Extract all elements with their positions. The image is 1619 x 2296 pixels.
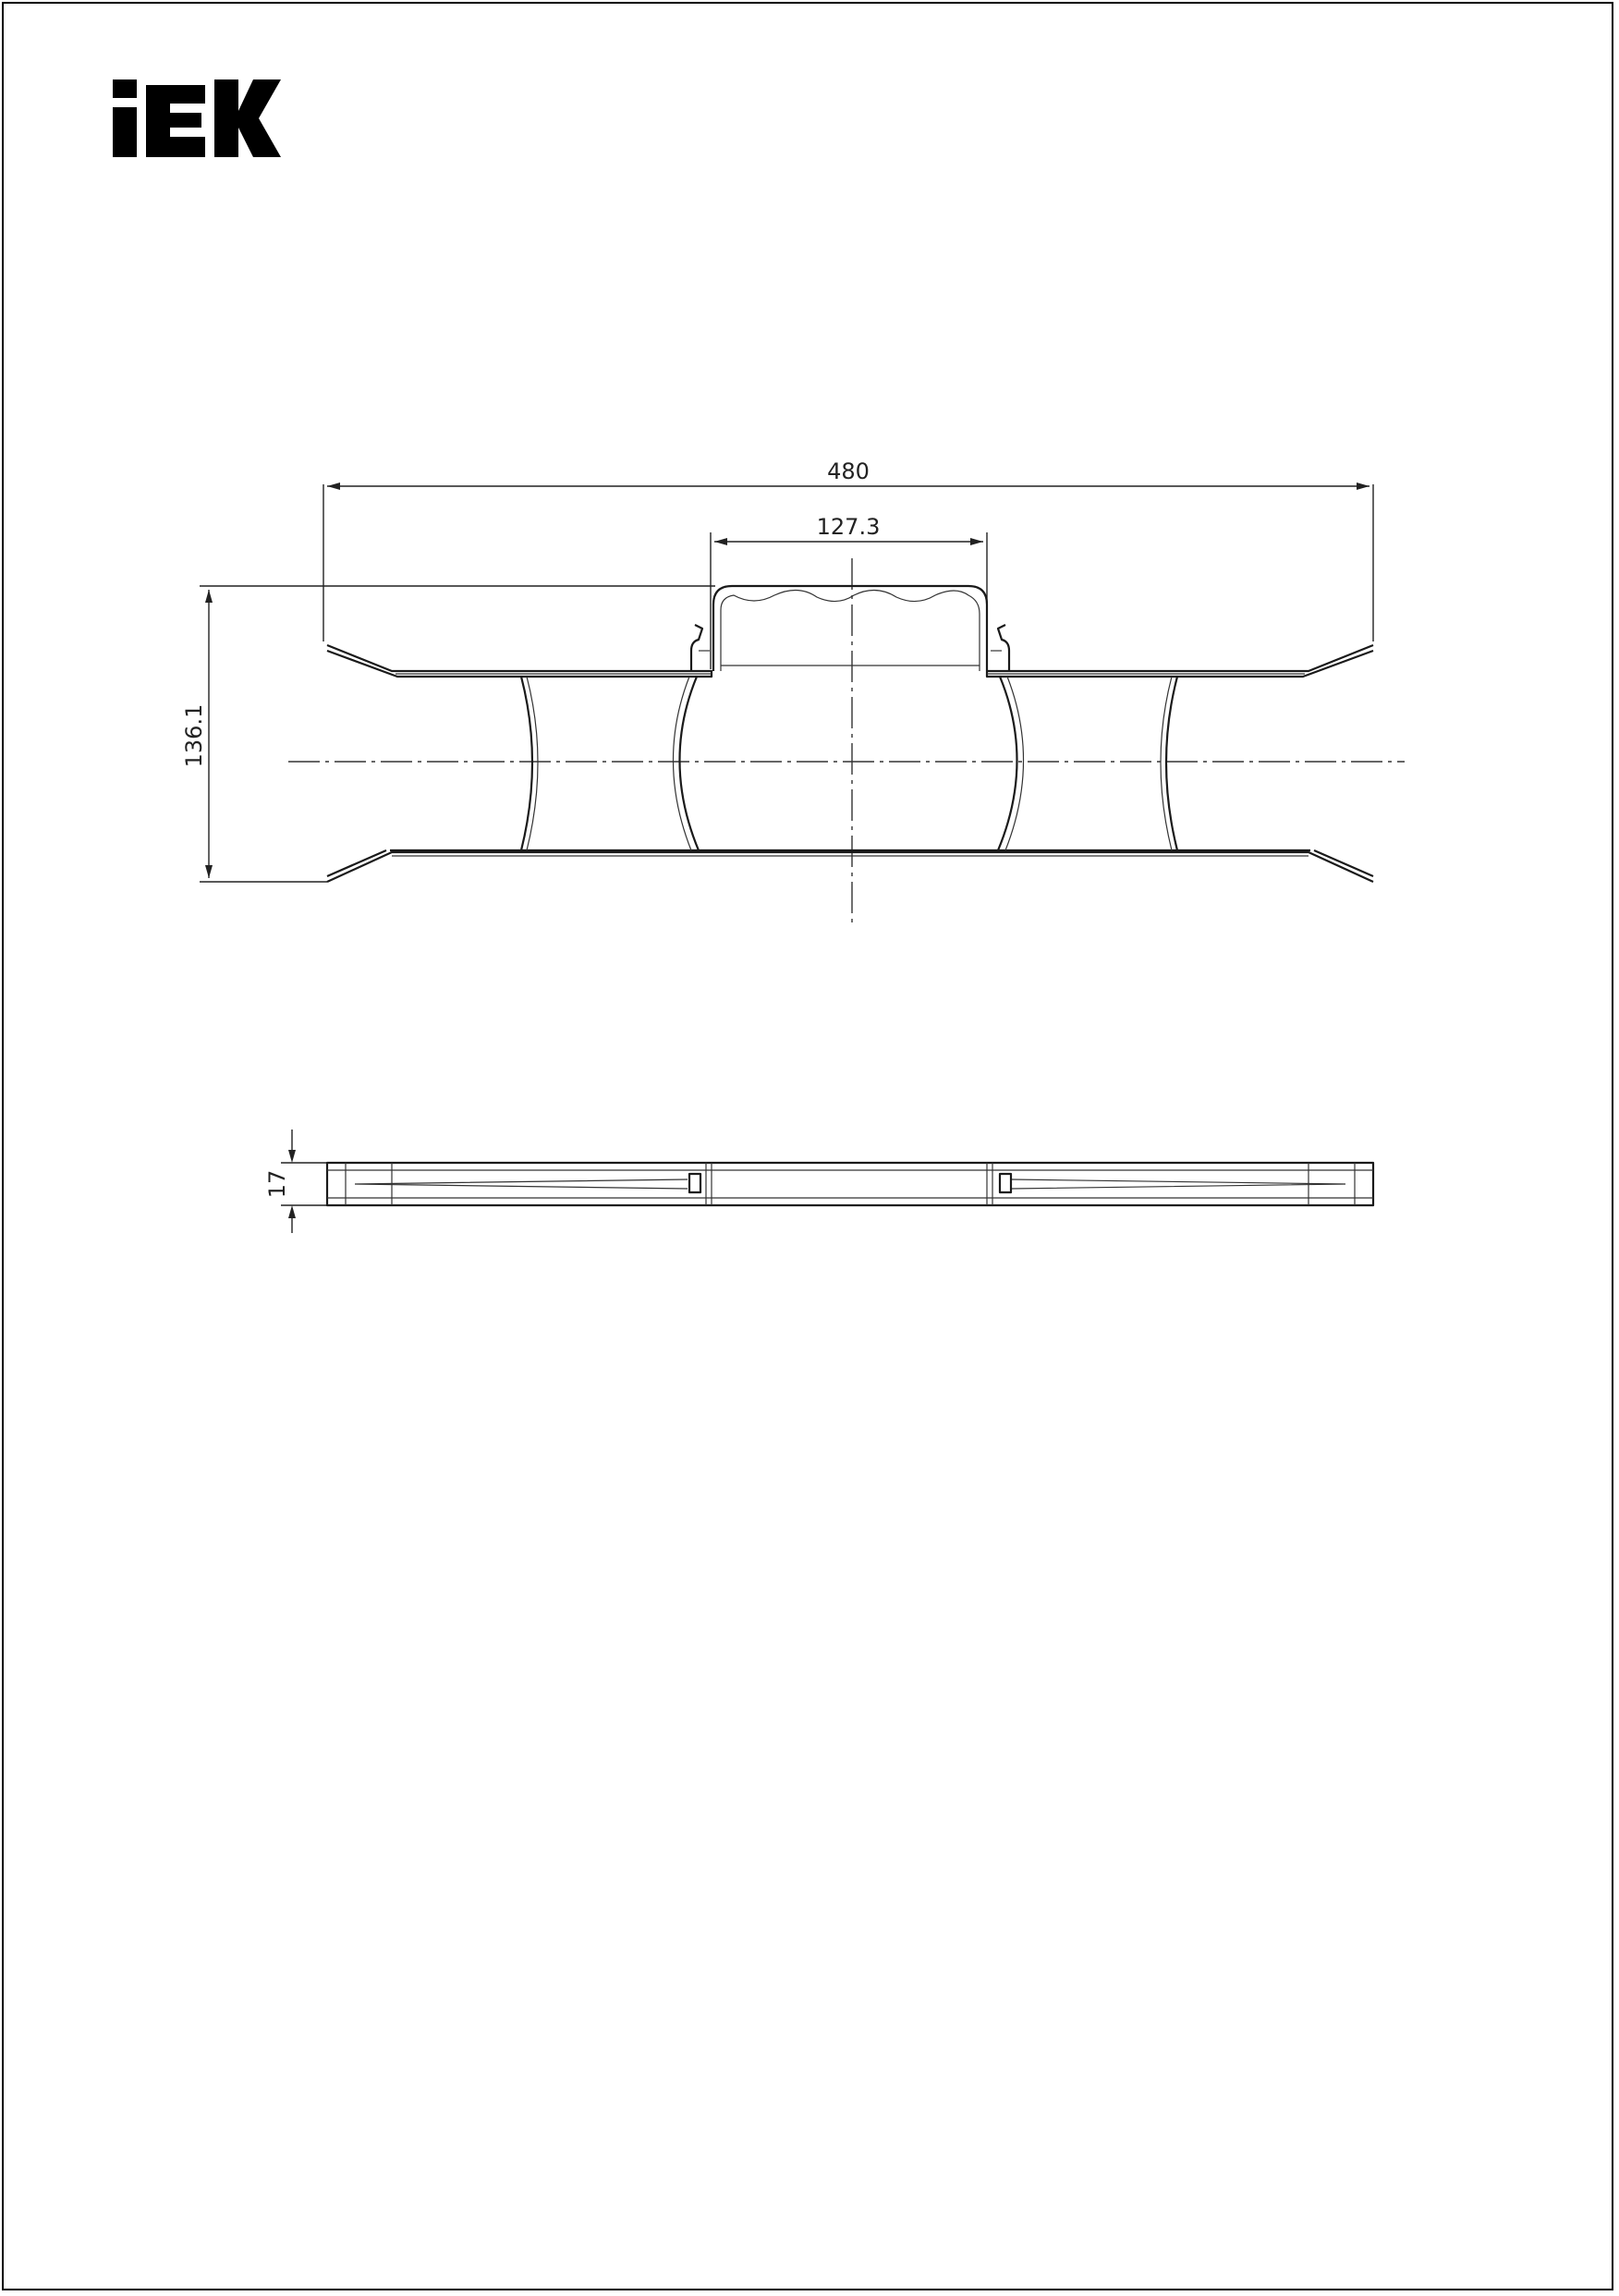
dim-height: [181, 586, 715, 882]
drawing-sheet: [2, 2, 1613, 2290]
dim-thickness-label: 17: [264, 1169, 290, 1199]
drum: [521, 677, 1177, 850]
left-clip: [691, 625, 702, 671]
handle: [691, 586, 1009, 671]
top-flange: [327, 645, 1373, 677]
front-view: [181, 458, 1405, 928]
dim-overall-width: [323, 458, 1373, 641]
dim-handle-width-label: 127.3: [816, 514, 881, 540]
dim-height-label: 136.1: [181, 703, 207, 768]
right-clip: [998, 625, 1009, 671]
side-view: [264, 1130, 1373, 1233]
side-profile: [327, 1163, 1373, 1205]
right-latch: [1000, 1174, 1011, 1192]
technical-drawing: [4, 4, 1615, 2292]
left-latch: [689, 1174, 700, 1192]
dim-thickness: [264, 1130, 329, 1233]
dim-overall-width-label: 480: [827, 458, 870, 484]
bottom-flange: [327, 850, 1373, 882]
